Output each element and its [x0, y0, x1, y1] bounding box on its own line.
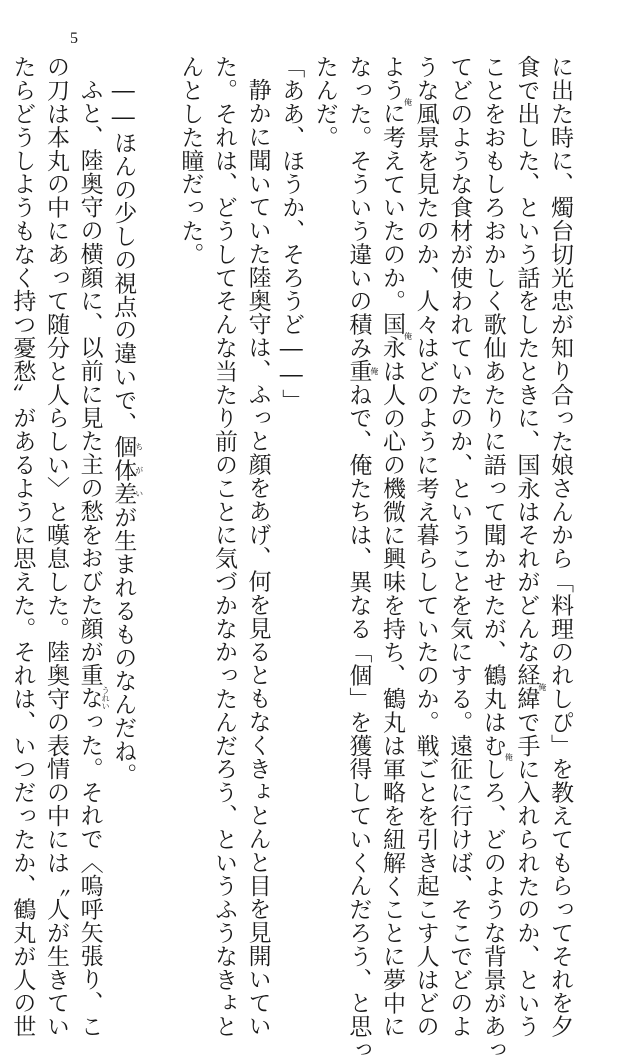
text-column: 「ああ、ほうか、そろうど――」 — [278, 55, 305, 412]
text-column: 静かに聞いていた陸奥守は、ふっと顔をあげ、何を見るともなくきょとんと目を見開いてい — [244, 78, 271, 1038]
text-column: ――ほんの少しの視点の違いで、個体差ちがいが生まれるものなんだね。 — [110, 78, 144, 787]
text-column: の刀は本丸の中にあって随分と人らしい〉と嘆息した。陸奥守の表情の中には〝人が生きてい — [43, 55, 69, 1038]
text-column: たんだ。 — [311, 55, 338, 149]
text-column: たらどうしようもなく持つ憂愁〟があるように思えた。それは、いつだったか、鶴丸が人の世 — [9, 55, 36, 1038]
text-column: ふと、陸奥守の横顔に、以前に見た主の愁をおびた顔が重なうれいった。それで〈嗚呼矢張り、こ — [76, 78, 111, 1038]
text-column: んとした瞳だった。 — [177, 55, 204, 266]
ruby-annotation: 俺 — [403, 78, 413, 126]
ruby-annotation: 俺 — [403, 312, 413, 360]
text-column: てどのような食材が使われていたのか、ということを気にする。遠征に行けば、そこでどのよ — [446, 55, 473, 1038]
page-number: 5 — [70, 30, 78, 47]
ruby-annotation: 俺 — [504, 733, 514, 781]
text-column: ように俺考えていたのか。国永俺は人の心の機微に興味を持ち、鶴丸は軍略を紐解くことに夢中に — [379, 55, 413, 1038]
text-column: うな風景を見たのか、人々はどのように考え暮らしていたのか。戦ごとを引き起こす人はどの — [412, 55, 439, 1038]
text-column: なった。そういう違いの積み重俺ねで、俺たちは、異なる「個」を獲得していくんだろう、と思っ — [345, 55, 379, 1061]
ruby-annotation: 俺 — [369, 359, 379, 383]
ruby-annotation: 俺 — [537, 663, 547, 711]
text-column: た。それは、どうしてそんな当たり前のことに気づかなかったんだろう、というふうなきょと — [211, 55, 237, 1038]
ruby-annotation: ちがい — [134, 435, 144, 506]
text-column: に出た時に、燭台切光忠が知り合った娘さんから「料理のれしぴ」を教えてもらってそれを夕 — [547, 55, 573, 1038]
text-column: ことをおもしろおかしく歌仙あたりに語って聞かせたが、鶴丸はむし俺ろ、どのような背景があっ — [479, 55, 514, 1061]
text-column: 食で出した、という話をしたときに、国永はそれがどんな経緯俺で手に入れられたのか、という — [513, 55, 547, 1038]
ruby-annotation: うれい — [101, 686, 111, 711]
